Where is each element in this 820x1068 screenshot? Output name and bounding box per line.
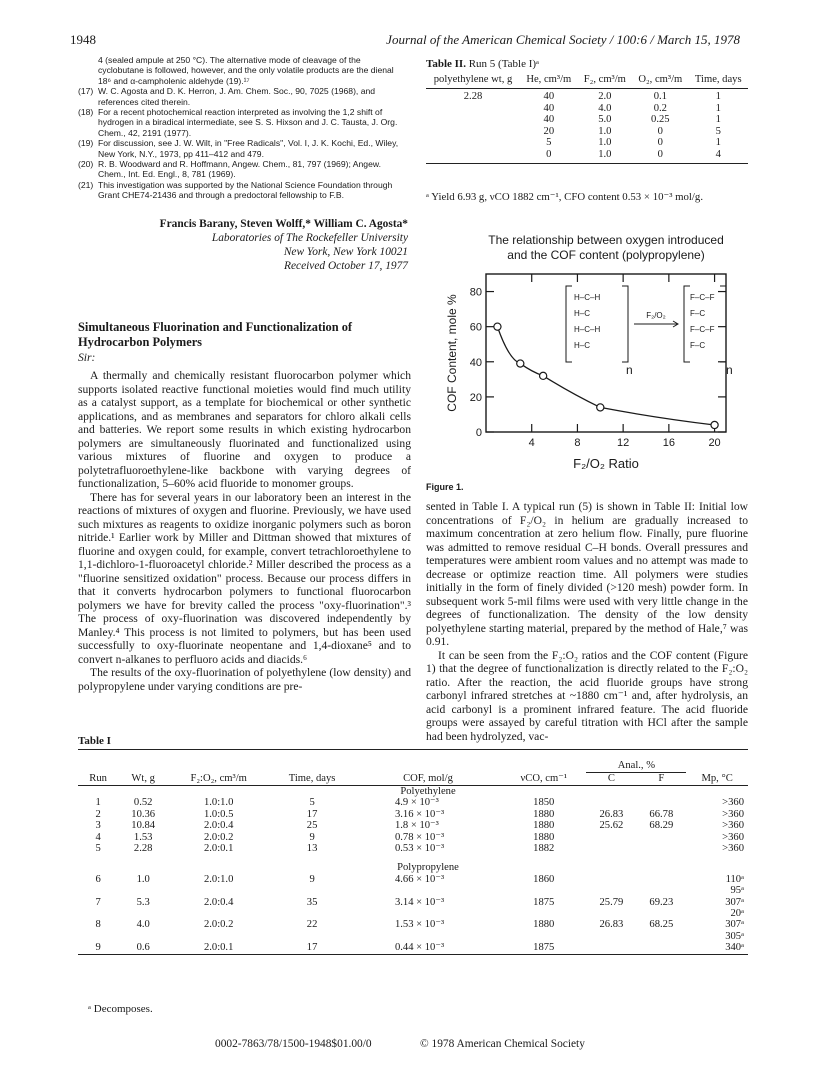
table1-cell: 2.0:1.0 xyxy=(203,873,234,885)
table1-cell: 2.28 xyxy=(133,843,153,855)
table1-cell: 4.0 xyxy=(136,919,150,931)
table1-header-cell: Run xyxy=(78,773,118,786)
table2-cell xyxy=(426,149,520,163)
table-group-row xyxy=(78,862,748,873)
table1-cell: >360 xyxy=(722,808,744,820)
table1-cell xyxy=(586,843,636,854)
table1-cell: 4.66 × 10⁻³ xyxy=(394,873,445,885)
table1-mp-cell xyxy=(686,874,748,897)
melting-point-value: 20ᵃ xyxy=(730,908,744,920)
table-row xyxy=(78,897,748,920)
table1-cell: 5 xyxy=(309,797,315,809)
table1-cell: 10.36 xyxy=(131,808,156,820)
table1-cell: 0.53 × 10⁻³ xyxy=(394,843,445,855)
table-row xyxy=(78,797,748,808)
table1-header-cell: COF, mol/g xyxy=(355,773,501,786)
table-row xyxy=(426,89,748,103)
table1-cell: 2.0:0.4 xyxy=(203,820,234,832)
table1-header-cell: Mp, °C xyxy=(686,773,748,786)
chem-label-fluorocarbon: F–C–F xyxy=(690,293,715,302)
table1-cell xyxy=(636,843,686,854)
reagent-label: F₂/O₂ xyxy=(646,311,666,320)
x-tick-label: 8 xyxy=(574,437,581,449)
table1-cell: 1.8 × 10⁻³ xyxy=(394,820,439,832)
table2-header-cell: O₂, cm³/m xyxy=(632,72,688,89)
table1-cell: >360 xyxy=(722,843,744,855)
footer-code: 0002-7863/78/1500-1948$01.00/0 xyxy=(215,1038,372,1050)
table1-cell: 0.44 × 10⁻³ xyxy=(355,942,501,954)
table1-cell: 25 xyxy=(306,820,318,832)
table1 xyxy=(78,749,748,955)
data-point xyxy=(494,323,501,330)
table1-cell: 0.52 xyxy=(133,797,153,809)
chem-label-hydrocarbon: H–C–H xyxy=(574,325,601,334)
paragraph: The results of the oxy-fluorination of polyethylene (low density) and polypropylene under varying conditions are pre- xyxy=(78,666,411,693)
reference-list xyxy=(78,55,408,201)
data-point xyxy=(540,372,547,379)
table2-footnote: ᵃ Yield 6.93 g, νCO 1882 cm⁻¹, CFO content 0.53 × 10⁻³ mol/g. xyxy=(426,191,704,203)
table1-cell: 1.53 xyxy=(133,831,153,843)
table1-header-cell: Time, days xyxy=(269,773,355,786)
melting-point-value: 307ᵃ xyxy=(725,919,744,931)
table-row xyxy=(78,809,748,820)
table2-cell: 20 xyxy=(543,125,555,137)
table2-cell: 0.25 xyxy=(651,114,670,126)
table1-cell: 2.0:0.4 xyxy=(203,896,234,908)
table2-header-cell: Time, days xyxy=(689,72,748,89)
table1-cell: 2.0:0.2 xyxy=(203,831,234,843)
table-group-row xyxy=(78,786,748,798)
paragraph: It can be seen from the F₂:O₂ ratios and the COF content (Figure 1) that the degree of functionalization is directly related to the F₂:O₂ ratio. After the reaction, the acid fluoride groups have strong carbonyl infrared stretches at ~1880 cm⁻¹ and, after hydrolysis, an acid carbonyl is a prominent infrared feature. The acid fluoride groups were assayed by careful titration with HCl after the sample had been hydrolyzed, vac- xyxy=(426,648,748,743)
paragraph: sented in Table I. A typical run (5) is shown in Table II: Initial low concentrations of F₂/O₂ in helium are gradually increased to maximum concentration at zero helium flow. Finally, pure fluorine was admitted to remove residual C–H bonds. Overall pressures and temperatures were ambient room values and no attempt was made to decrease or optimize reaction time. All polymers were studies initially in the form of finely divided (>120 mesh) powder form. In subsequent work 5-mil films were used with very little change in the degrees of functionalization. The density of the low density polyethylene starting material, prepared by the method of Hale,⁷ was 0.91. xyxy=(426,500,748,648)
reference-item xyxy=(78,159,408,180)
table2-cell: 0.2 xyxy=(653,102,667,114)
table1-header-cell: F₂:O₂, cm³/m xyxy=(168,773,269,786)
x-axis-label: F₂/O₂ Ratio xyxy=(573,456,639,471)
table1-cell: 5.3 xyxy=(136,896,150,908)
table1-header-cell: C xyxy=(586,773,636,786)
table2-cell: 40 xyxy=(543,114,555,126)
table1-cell: 1880 xyxy=(533,820,555,832)
footer-copyright: © 1978 American Chemical Society xyxy=(420,1038,585,1050)
anal-header: Anal., % xyxy=(586,750,686,773)
bracket-icon xyxy=(622,286,628,362)
chem-label-hydrocarbon: H–C–H xyxy=(574,293,601,302)
y-tick-label: 20 xyxy=(469,391,482,404)
bracket-icon xyxy=(720,286,726,362)
y-tick-label: 40 xyxy=(469,356,482,369)
reference-text: R. B. Woodward and R. Hoffmann, Angew. Chem., 81, 797 (1969); Angew. Chem., Int. Ed. Engl., 8, 781 (1969). xyxy=(98,159,381,180)
table1-cell xyxy=(636,874,686,897)
table2-cell: 0.1 xyxy=(653,91,667,102)
reference-item xyxy=(78,138,408,159)
table2-cell: 2.28 xyxy=(463,91,483,102)
table1-cell xyxy=(636,942,686,954)
affiliation: Laboratories of The Rockefeller University xyxy=(211,232,408,244)
table1-mp-cell xyxy=(686,897,748,920)
table2-cell: 40 xyxy=(543,102,555,114)
table1-cell: 1.0:1.0 xyxy=(203,797,234,809)
x-tick-label: 20 xyxy=(708,437,721,449)
table1-cell: 10.84 xyxy=(131,820,156,832)
table1-cell: 9 xyxy=(78,942,118,954)
table1-cell: 2 xyxy=(95,808,101,820)
table2-header-cell: He, cm³/m xyxy=(520,72,578,89)
table2-cell: 1.0 xyxy=(598,137,612,149)
y-tick-label: 60 xyxy=(469,321,482,334)
table-row xyxy=(426,137,748,149)
table2-header-cell: F₂, cm³/m xyxy=(578,72,633,89)
table1-header-cell: F xyxy=(636,773,686,786)
page-number: 1948 xyxy=(70,32,96,47)
table1-cell: 25.79 xyxy=(599,896,624,908)
table2-cell: 1.0 xyxy=(598,125,612,137)
table1-cell: 1.0:0.5 xyxy=(203,808,234,820)
table1-group-label: Polyethylene xyxy=(400,786,456,797)
reference-number: (19) xyxy=(78,138,94,149)
table1-cell: 1860 xyxy=(533,873,555,885)
table1-cell: 2.0:0.1 xyxy=(203,843,234,855)
table1-cell: 0.6 xyxy=(118,942,168,954)
repeat-unit-n: n xyxy=(726,363,733,377)
affiliation-address: New York, New York 10021 xyxy=(283,246,408,258)
table-row xyxy=(78,942,748,954)
reference-text: For a recent photochemical reaction interpreted as involving the 1,2 shift of hydrogen in a biradical intermediate, see S. S. Hixson and J. C. Tausta, J. Org. Chem., 42, 2191 (1977). xyxy=(98,107,398,138)
melting-point-value: 307ᵃ xyxy=(725,896,744,908)
table1-cell: 7 xyxy=(95,896,101,908)
table1-group-label: Polypropylene xyxy=(397,862,459,874)
table1-cell: 1875 xyxy=(533,896,555,908)
table1-cell: 69.23 xyxy=(649,896,674,908)
table1-cell xyxy=(586,874,636,897)
table1-cell: 9 xyxy=(309,831,315,843)
article-title: Simultaneous Fluorination and Functionalization of Hydrocarbon Polymers xyxy=(78,320,353,349)
melting-point-value: 95ᵃ xyxy=(730,885,744,897)
table1-cell xyxy=(586,797,636,808)
table2-cell: 5 xyxy=(715,125,721,137)
melting-point-value: 110ᵃ xyxy=(725,873,744,885)
left-column-body xyxy=(78,369,411,693)
table2-cell xyxy=(426,114,520,126)
table2-cell: 1.0 xyxy=(578,149,633,163)
reference-item xyxy=(78,180,408,201)
table-row xyxy=(426,114,748,126)
y-tick-label: 80 xyxy=(469,286,482,299)
reference-number: (17) xyxy=(78,86,94,97)
table1-cell: 26.83 xyxy=(599,808,624,820)
table1-cell: 1882 xyxy=(533,843,555,855)
repeat-unit-n: n xyxy=(626,363,633,377)
table1-cell: 1.0 xyxy=(136,873,150,885)
table1-cell: 4 xyxy=(95,831,101,843)
table1-mp-cell xyxy=(686,942,748,954)
data-point xyxy=(597,404,604,411)
table1-cell: 26.83 xyxy=(599,919,624,931)
journal-header: Journal of the American Chemical Society / 100:6 / March 15, 1978 xyxy=(386,32,740,47)
table1-cell: 2.0:0.2 xyxy=(203,919,234,931)
table-row xyxy=(78,874,748,897)
chart-title-line: The relationship between oxygen introduced xyxy=(488,233,724,247)
table2-cell: 1 xyxy=(715,114,721,126)
table1-cell: 13 xyxy=(306,843,318,855)
chem-label-fluorocarbon: F–C xyxy=(690,309,706,318)
table1-cell: >360 xyxy=(722,797,744,809)
table1-cell: 3.16 × 10⁻³ xyxy=(394,808,445,820)
melting-point-value: 340ᵃ xyxy=(725,942,744,954)
right-column-body xyxy=(426,500,748,743)
table1-cell: 68.29 xyxy=(649,820,674,832)
chart-title-line: and the COF content (polypropylene) xyxy=(507,248,705,262)
reference-item xyxy=(78,107,408,138)
melting-point-value: 305ᵃ xyxy=(725,930,744,942)
paragraph: A thermally and chemically resistant fluorocarbon polymer which supports isolated reactive functional moieties would find much utility as a catalyst support, as a template for biochemical or other synthetic applications, and as membranes and separators for chloro alkali cells and batteries. We report some results in which existing hydrocarbon polymers are simultaneously fluorinated and functionalized using various mixtures of fluorine and oxygen to produce a polytetrafluoroethylene-like backbone with varying degrees of functionalization, 5–60% acid fluoride to monomer groups. xyxy=(78,369,411,490)
data-point xyxy=(517,360,524,367)
figure-label: Figure 1. xyxy=(426,482,464,492)
table1-cell: 1875 xyxy=(501,942,586,954)
table2-cell: 0 xyxy=(657,137,663,149)
received-date: Received October 17, 1977 xyxy=(284,260,408,272)
table2-cell: 1 xyxy=(715,91,721,102)
table1-cell: 1 xyxy=(95,797,101,809)
table-row xyxy=(78,843,748,854)
table2-cell: 4.0 xyxy=(598,102,612,114)
table2-cell xyxy=(426,103,520,115)
table1-cell: >360 xyxy=(722,831,744,843)
figure-1-chart xyxy=(426,228,748,480)
author-names: Francis Barany, Steven Wolff,* William C. Agosta* xyxy=(159,218,408,230)
reference-item xyxy=(78,86,408,107)
table1-cell: 1880 xyxy=(533,919,555,931)
table2-header-cell: polyethylene wt, g xyxy=(426,72,520,89)
table1-cell: >360 xyxy=(722,820,744,832)
author-block xyxy=(78,217,408,273)
series-line xyxy=(497,327,714,425)
table1-cell: 0.78 × 10⁻³ xyxy=(394,831,445,843)
x-tick-label: 16 xyxy=(662,437,675,449)
reference-item xyxy=(78,55,408,86)
table2-cell: 0 xyxy=(657,125,663,137)
table1-cell: 35 xyxy=(306,896,318,908)
chem-label-fluorocarbon: F–C–F xyxy=(690,325,715,334)
table1-cell: 25.62 xyxy=(599,820,624,832)
table2-cell xyxy=(426,126,520,138)
table1-cell: 3 xyxy=(95,820,101,832)
table2-cell: 0 xyxy=(632,149,688,163)
table1-cell xyxy=(636,797,686,808)
table1-cell: 6 xyxy=(95,873,101,885)
table1-footnote: ᵃ Decomposes. xyxy=(88,1003,153,1015)
bracket-icon xyxy=(566,286,572,362)
reference-text: For discussion, see J. W. Wilt, in "Free Radicals", Vol. I, J. K. Kochi, Ed., Wiley, New York, N.Y., 1973, pp 411–412 and 479. xyxy=(98,138,399,159)
table-row xyxy=(78,832,748,843)
table1-cell: 2.0:0.1 xyxy=(168,942,269,954)
table2-caption: Table II. Run 5 (Table I)ᵃ xyxy=(426,58,540,70)
table1-cell: 66.78 xyxy=(649,808,674,820)
table2-cell: 5.0 xyxy=(598,114,612,126)
table-row xyxy=(78,820,748,831)
table-row xyxy=(426,103,748,115)
table1-header-cell: νCO, cm⁻¹ xyxy=(501,773,586,786)
salutation: Sir: xyxy=(78,351,96,364)
table1-cell: 3.14 × 10⁻³ xyxy=(394,896,445,908)
reference-text: This investigation was supported by the National Science Foundation through Grant CHE74-21436 and through a predoctoral fellowship to F.B. xyxy=(98,179,393,201)
x-tick-label: 12 xyxy=(617,437,630,449)
table1-cell: 9 xyxy=(309,873,315,885)
table1-cell: 17 xyxy=(306,808,318,820)
table1-cell: 8 xyxy=(95,919,101,931)
table2-cell: 1 xyxy=(715,102,721,114)
y-axis-label: COF Content, mole % xyxy=(445,294,459,412)
table1-cell xyxy=(636,832,686,843)
reference-number: (21) xyxy=(78,179,94,190)
table2 xyxy=(426,72,748,164)
x-tick-label: 4 xyxy=(528,437,535,449)
reference-number: (20) xyxy=(78,159,94,170)
reference-number: (18) xyxy=(78,107,94,118)
table1-cell: 1880 xyxy=(533,831,555,843)
table1-cell: 5 xyxy=(95,843,101,855)
chem-label-hydrocarbon: H–C xyxy=(574,341,591,350)
table1-cell: 17 xyxy=(269,942,355,954)
table-row xyxy=(426,126,748,138)
table1-cell: 22 xyxy=(306,919,318,931)
reference-text: 4 (sealed ampule at 250 °C). The alternative mode of cleavage of the cyclobutane is followed, however, and the only volatile products are the dienal 18⁶ and α-campholenic aldehyde (19).¹⁷ xyxy=(98,55,394,86)
table1-cell: 68.25 xyxy=(649,919,674,931)
table1-cell xyxy=(586,832,636,843)
table1-mp-cell xyxy=(686,919,748,942)
table1-header-cell: Wt, g xyxy=(118,773,168,786)
table2-cell: 4 xyxy=(689,149,748,163)
table1-cell xyxy=(586,942,636,954)
table1-cell: 1.53 × 10⁻³ xyxy=(394,919,445,931)
y-tick-label: 0 xyxy=(475,427,482,439)
table2-cell: 2.0 xyxy=(598,91,612,102)
table-row xyxy=(426,149,748,163)
table2-cell: 40 xyxy=(543,91,555,102)
chem-label-hydrocarbon: H–C xyxy=(574,309,591,318)
paragraph: There has for several years in our laboratory been an interest in the reactions of mixtures of oxygen and fluorine. Previously, we have used such mixtures as reagents to oxidize inorganic polymers such as boron nitride.¹ Earlier work by Miller and Dittman showed that mixtures of fluorine and oxygen could, for example, convert tetrachloroethylene to 1,1-dichloro-1-fluoroacetyl chloride.² Miller described the process as a "fluorine sensitized oxidation" process. Because our process differs in that it converts hydrocarbon polymers to functional fluorocarbon polymers we have for brevity called the process "oxy-fluorination".³ The process of oxy-fluorination was discovered independently by Manley.⁴ This process is not limited to polymers, but has been used successfully to oxy-fluorinate neopentane and 1,4-dioxane⁵ and to convert n-alkanes to perfluoro acids and diacids.⁶ xyxy=(78,490,411,666)
table2-cell: 1 xyxy=(715,137,721,149)
table1-cell: 1850 xyxy=(533,797,555,809)
table1-cell: 1880 xyxy=(533,808,555,820)
table2-cell: 5 xyxy=(546,137,552,149)
table-row xyxy=(78,919,748,942)
table1-cell: 4.9 × 10⁻³ xyxy=(394,797,439,809)
table2-cell: 0 xyxy=(520,149,578,163)
table1-caption: Table I xyxy=(78,735,111,747)
table2-cell xyxy=(426,137,520,149)
chem-label-fluorocarbon: F–C xyxy=(690,341,706,350)
reference-text: W. C. Agosta and D. K. Herron, J. Am. Chem. Soc., 90, 7025 (1968), and references cited therein. xyxy=(98,86,376,107)
data-point xyxy=(711,421,718,428)
